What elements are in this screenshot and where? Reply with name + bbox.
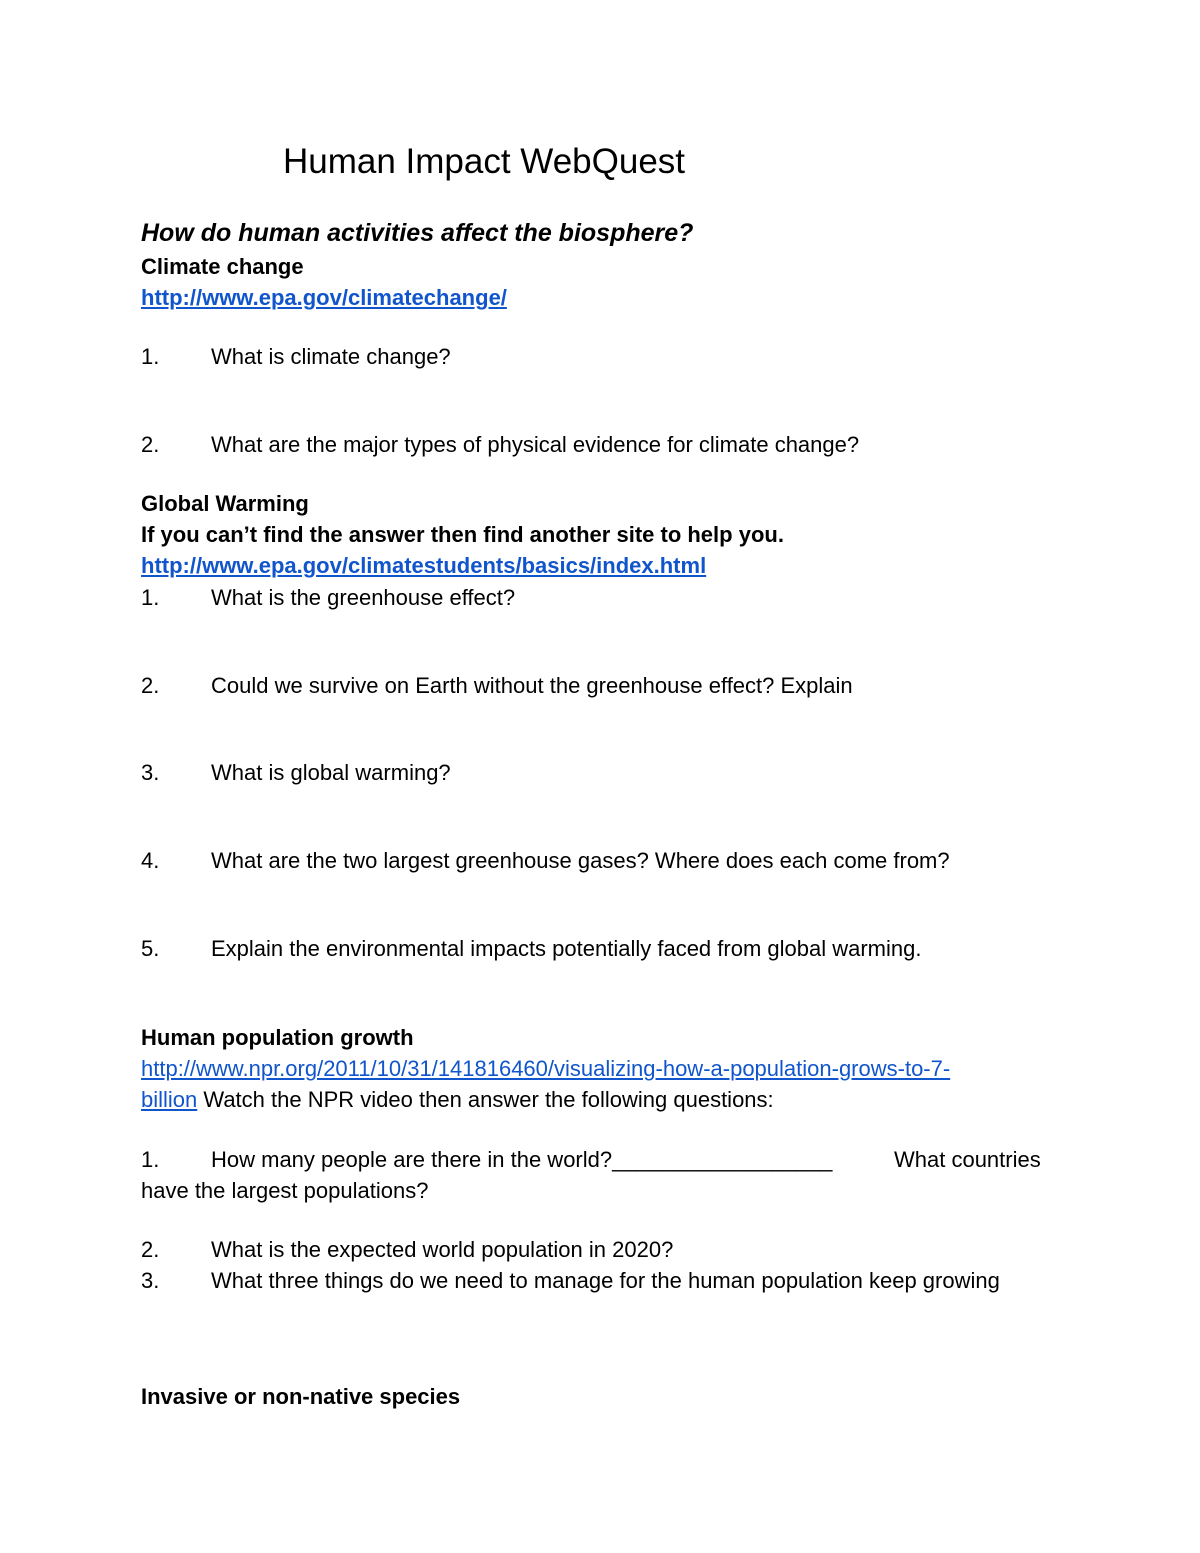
warming-item-2-number: 2. <box>141 673 160 698</box>
warming-item-4-number: 4. <box>141 848 160 873</box>
warming-item-3-text: What is global warming? <box>211 760 451 785</box>
main-question: How do human activities affect the biosphere? <box>141 219 694 247</box>
population-heading: Human population growth <box>141 1025 414 1050</box>
population-link-line-2-row <box>141 1087 774 1113</box>
climate-item-2-text: What are the major types of physical evidence for climate change? <box>211 432 860 457</box>
population-instruction: Watch the NPR video then answer the following questions: <box>197 1087 774 1112</box>
warming-item-2-text: Could we survive on Earth without the greenhouse effect? Explain <box>211 673 853 698</box>
population-item-2-text: What is the expected world population in 2020? <box>211 1237 674 1262</box>
climate-heading: Climate change <box>141 254 304 279</box>
climate-item-1-number: 1. <box>141 344 160 369</box>
population-link-line-2[interactable]: billion <box>141 1087 198 1112</box>
population-item-1-number: 1. <box>141 1147 160 1172</box>
population-item-3-number: 3. <box>141 1268 160 1293</box>
warming-item-5-number: 5. <box>141 936 160 961</box>
population-item-2-number: 2. <box>141 1237 160 1262</box>
warming-heading: Global Warming <box>141 491 309 516</box>
warming-item-1-number: 1. <box>141 585 160 610</box>
population-item-1-extra: What countries <box>894 1147 1041 1172</box>
invasive-heading: Invasive or non-native species <box>141 1384 461 1409</box>
page-title: Human Impact WebQuest <box>283 142 686 181</box>
warming-note: If you can’t find the answer then find another site to help you. <box>141 522 784 547</box>
climate-item-2-number: 2. <box>141 432 160 457</box>
warming-item-3-number: 3. <box>141 760 160 785</box>
climate-item-1-text: What is climate change? <box>211 344 451 369</box>
warming-item-4-text: What are the two largest greenhouse gases? Where does each come from? <box>211 848 950 873</box>
climate-link[interactable]: http://www.epa.gov/climatechange/ <box>141 285 507 310</box>
warming-item-1-text: What is the greenhouse effect? <box>211 585 516 610</box>
population-item-3-text: What three things do we need to manage for the human population keep growing <box>211 1268 1000 1293</box>
population-link-line-1[interactable]: http://www.npr.org/2011/10/31/141816460/visualizing-how-a-population-grows-to-7- <box>141 1056 951 1081</box>
warming-item-5-text: Explain the environmental impacts potentially faced from global warming. <box>211 936 922 961</box>
population-item-1-continuation: have the largest populations? <box>141 1178 429 1203</box>
population-item-1-text: How many people are there in the world?__________________ <box>211 1147 833 1172</box>
warming-link[interactable]: http://www.epa.gov/climatestudents/basics/index.html <box>141 553 707 578</box>
